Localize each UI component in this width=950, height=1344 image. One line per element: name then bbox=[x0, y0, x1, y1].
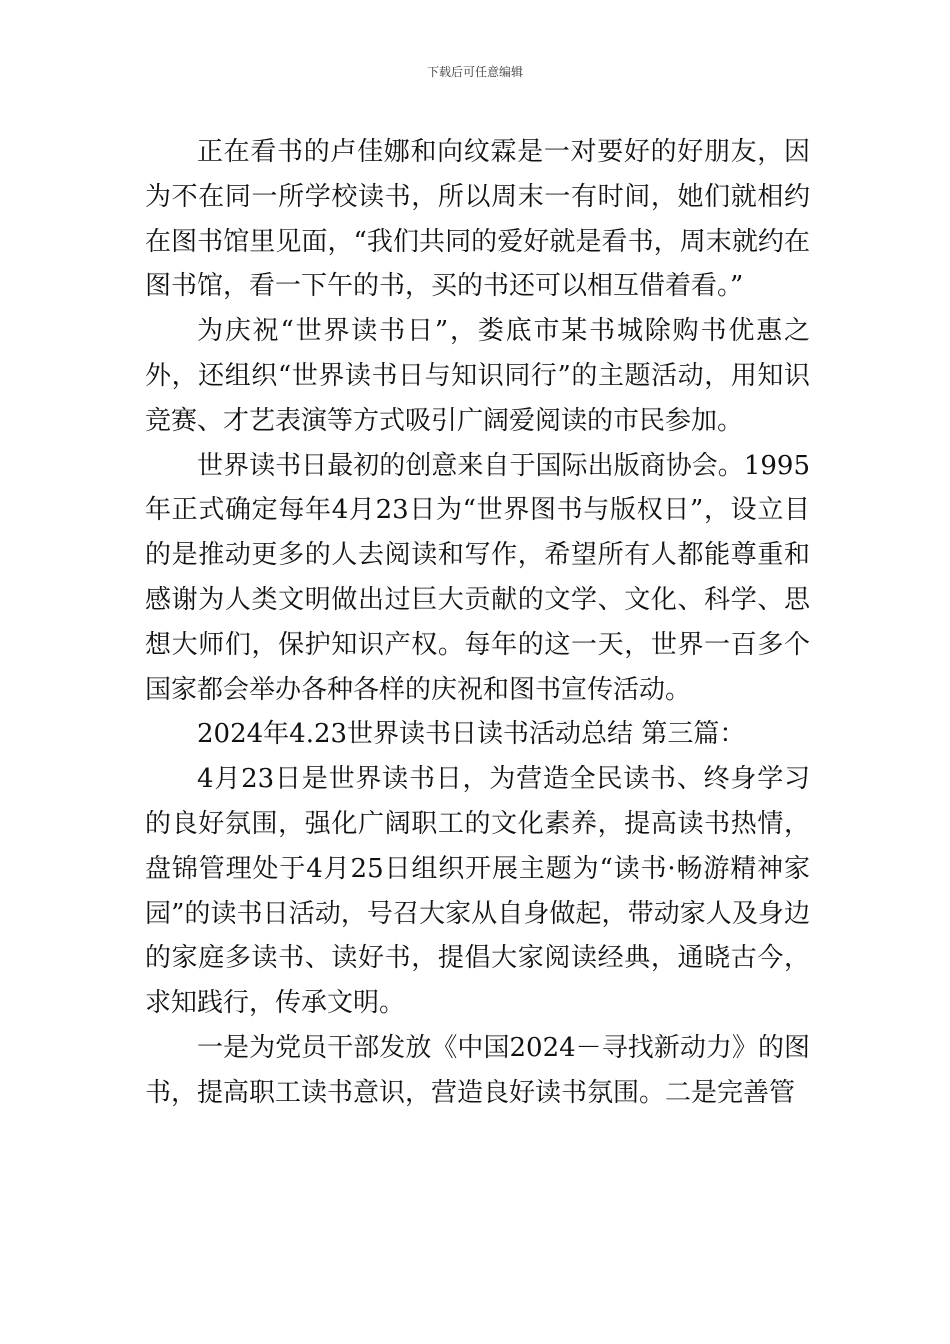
page-header: 下载后可任意编辑 bbox=[426, 65, 523, 79]
section-heading: 2024年4.23世界读书日读书活动总结 第三篇： bbox=[197, 719, 746, 750]
document-body bbox=[145, 130, 810, 1116]
paragraph-panjin-activity: 4月23日是世界读书日，为营造全民读书、终身学习的良好氛围，强化广阔职工的文化素养，提高读书热情，盘锦管理处于4月25日组织开展主题为“读书·畅游精神家园”的读书日活动，号召大家从自身做起，带动家人及身边的家庭多读书、读好书，提倡大家阅读经典，通晓古今，求知践行，传承文明。 bbox=[145, 764, 810, 1019]
paragraph-world-book-day-origin: 世界读书日最初的创意来自于国际出版商协会。1995年正式确定每年4月23日为“世界图书与版权日”，设立目的是推动更多的人去阅读和写作，希望所有人都能尊重和感谢为人类文明做出过巨大贡献的文学、文化、科学、思想大师们，保护知识产权。每年的这一天，世界一百多个国家都会举办各种各样的庆祝和图书宣传活动。 bbox=[145, 450, 810, 705]
paragraph-bookstore-event: 为庆祝“世界读书日”，娄底市某书城除购书优惠之外，还组织“世界读书日与知识同行”的主题活动，用知识竞赛、才艺表演等方式吸引广阔爱阅读的市民参加。 bbox=[145, 316, 810, 436]
paragraph-measures: 一是为党员干部发放《中国2024－寻找新动力》的图书，提高职工读书意识，营造良好读书氛围。二是完善管 bbox=[145, 1032, 810, 1108]
paragraph-reading-friends: 正在看书的卢佳娜和向纹霖是一对要好的好朋友，因为不在同一所学校读书，所以周末一有时间，她们就相约在图书馆里见面，“我们共同的爱好就是看书，周末就约在图书馆，看一下午的书，买的书还可以相互借着看。” bbox=[145, 137, 810, 302]
